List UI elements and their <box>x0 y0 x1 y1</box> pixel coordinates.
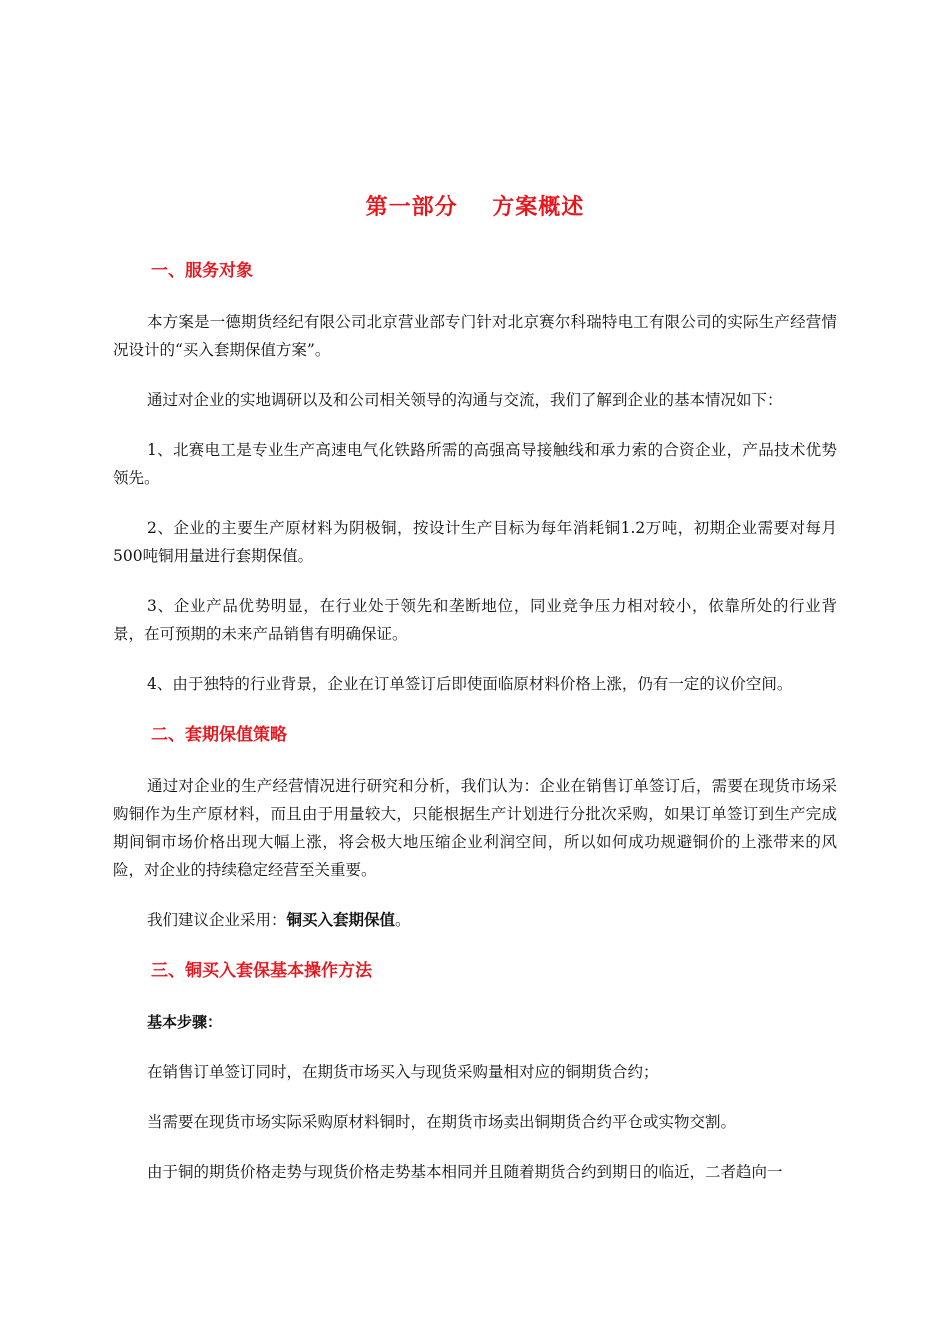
list-item: 1、北赛电工是专业生产高速电气化铁路所需的高强高导接触线和承力索的合资企业，产品技术优势领先。 <box>113 441 837 487</box>
paragraph: 本方案是一德期货经纪有限公司北京营业部专门针对北京赛尔科瑞特电工有限公司的实际生产经营情况设计的“买入套期保值方案”。 <box>113 313 837 359</box>
document-body <box>113 190 837 1208</box>
section-heading-hedging-strategy: 二、套期保值策略 <box>151 725 287 745</box>
section-heading-operation-method: 三、铜买入套保基本操作方法 <box>151 961 372 981</box>
list-item: 4、由于独特的行业背景，企业在订单签订后即使面临原材料价格上涨，仍有一定的议价空间。 <box>147 675 793 693</box>
page-title: 第一部分 方案概述 <box>365 195 585 220</box>
paragraph: 通过对企业的生产经营情况进行研究和分析，我们认为：企业在销售订单签订后，需要在现货市场采购铜作为生产原材料，而且由于用量较大，只能根据生产计划进行分批次采购，如果订单签订到生产完成期间铜市场价格出现大幅上涨，将会极大地压缩企业利润空间，所以如何成功规避铜价的上涨带来的风险，对企业的持续稳定经营至关重要。 <box>113 777 837 879</box>
list-item: 3、企业产品优势明显，在行业处于领先和垄断地位，同业竞争压力相对较小，依靠所处的行业背景，在可预期的未来产品销售有明确保证。 <box>113 597 837 643</box>
paragraph: 通过对企业的实地调研以及和公司相关领导的沟通与交流，我们了解到企业的基本情况如下： <box>147 391 783 409</box>
recommendation-suffix: 。 <box>395 911 411 929</box>
paragraph: 当需要在现货市场实际采购原材料铜时，在期货市场卖出铜期货合约平仓或实物交割。 <box>147 1113 737 1131</box>
list-item: 2、企业的主要生产原材料为阴极铜，按设计生产目标为每年消耗铜1.2万吨，初期企业需要对每月500吨铜用量进行套期保值。 <box>113 519 837 565</box>
paragraph: 由于铜的期货价格走势与现货价格走势基本相同并且随着期货合约到期日的临近，二者趋向一 <box>147 1163 783 1181</box>
recommendation-paragraph <box>113 906 837 934</box>
recommendation-prefix: 我们建议企业采用： <box>147 911 287 929</box>
paragraph: 在销售订单签订同时，在期货市场买入与现货采购量相对应的铜期货合约； <box>147 1063 659 1081</box>
section-heading-service-target: 一、服务对象 <box>151 261 253 281</box>
sub-heading-basic-steps: 基本步骤： <box>147 1013 223 1031</box>
recommendation-emphasis: 铜买入套期保值 <box>286 911 396 929</box>
